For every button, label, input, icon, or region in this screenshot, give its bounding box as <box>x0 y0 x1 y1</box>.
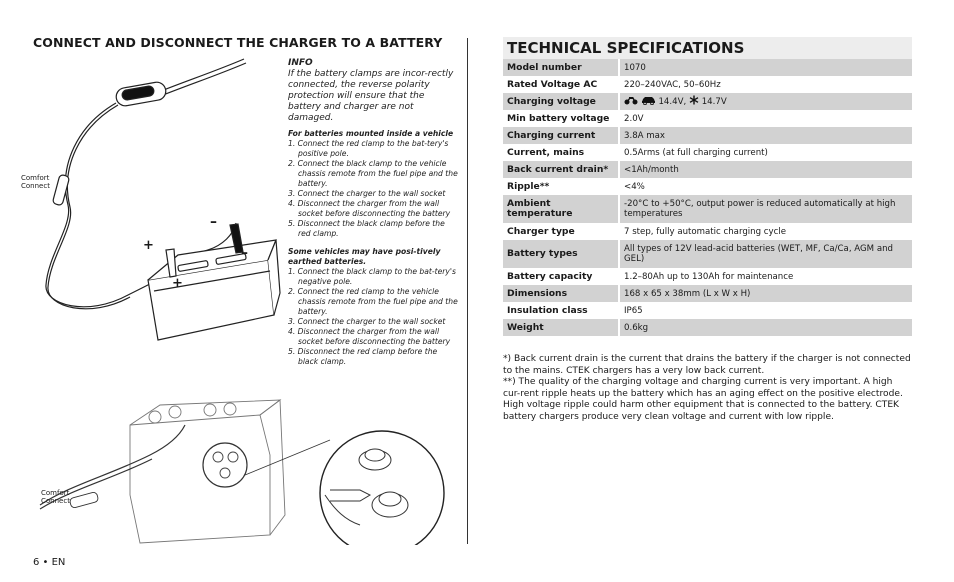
charging-voltage-value: 14.4V, 14.7V <box>620 93 912 110</box>
table-row <box>503 127 912 144</box>
spec-value: 168 x 65 x 38mm (L x W x H) <box>620 285 912 302</box>
section-heading: CONNECT AND DISCONNECT THE CHARGER TO A BATTERY <box>33 35 443 50</box>
eyelet-connection-illustration <box>30 395 450 545</box>
spec-key: Model number <box>503 59 620 76</box>
section2-title: Some vehicles may have posi-tively earthed batteries. <box>288 247 441 266</box>
instructions-column <box>288 58 458 367</box>
spec-value: 1070 <box>620 59 912 76</box>
footnote-back-current: *) Back current drain is the current that drains the battery if the charger is not connected to the mains. CTEK chargers has a very low back current. <box>503 354 911 376</box>
list-item: 3. Connect the charger to the wall socket <box>288 317 446 326</box>
info-text: If the battery clamps are incor-rectly connected, the reverse polarity protection will ensure that the battery and charger are not damaged. <box>288 69 454 123</box>
spec-value: 0.5Arms (at full charging current) <box>620 144 912 161</box>
table-row <box>503 302 912 319</box>
spec-key: Charging voltage <box>503 93 620 110</box>
list-item: 3. Connect the charger to the wall socket <box>288 189 446 198</box>
list-item: 1. Connect the red clamp to the bat-tery's positive pole. <box>288 139 449 158</box>
footnote-ripple: **) The quality of the charging voltage and charging current is very important. A high cur-rent ripple heats up the battery which has an aging effect on the positive electrode. High voltage ripple could harm other equipment that is connected to the battery. CTEK battery chargers produce very clean voltage and current with low ripple. <box>503 377 903 422</box>
column-divider <box>467 38 468 544</box>
table-row <box>503 223 912 240</box>
table-row <box>503 93 912 110</box>
snowflake-icon <box>689 95 699 108</box>
spec-value: 1.2–80Ah up to 130Ah for maintenance <box>620 268 912 285</box>
spec-key: Battery types <box>503 240 620 268</box>
spec-key: Charging current <box>503 127 620 144</box>
spec-value: <4% <box>620 178 912 195</box>
spec-key: Rated Voltage AC <box>503 76 620 93</box>
spec-title: TECHNICAL SPECIFICATIONS <box>507 39 745 57</box>
list-item: 4. Disconnect the charger from the wall socket before disconnecting the battery <box>288 199 451 218</box>
table-row <box>503 268 912 285</box>
info-label: INFO <box>288 58 313 68</box>
motorcycle-icon <box>624 96 638 108</box>
table-row <box>503 178 912 195</box>
spec-key: Ambient temperature <box>503 195 620 223</box>
table-row <box>503 285 912 302</box>
spec-value: 7 step, fully automatic charging cycle <box>620 223 912 240</box>
list-item: 2. Connect the black clamp to the vehicle chassis remote from the fuel pipe and the battery. <box>288 159 458 188</box>
table-row <box>503 59 912 76</box>
car-icon <box>641 96 656 108</box>
section2-steps <box>288 267 458 367</box>
comfort-connect-label-bottom: Comfort Connect <box>41 489 70 505</box>
charger-connection-illustration <box>18 55 288 365</box>
spec-value: All types of 12V lead-acid batteries (WET, MF, Ca/Ca, AGM and GEL) <box>620 240 912 268</box>
list-item: 2. Connect the red clamp to the vehicle chassis remote from the fuel pipe and the battery. <box>288 287 458 316</box>
table-row <box>503 240 912 268</box>
table-row <box>503 76 912 93</box>
table-row <box>503 110 912 127</box>
page-number: 6 • EN <box>33 557 66 568</box>
table-row <box>503 161 912 178</box>
list-item: 5. Disconnect the red clamp before the black clamp. <box>288 347 438 366</box>
spec-table <box>503 59 912 336</box>
spec-value: IP65 <box>620 302 912 319</box>
list-item: 1. Connect the black clamp to the bat-tery's negative pole. <box>288 267 456 286</box>
spec-value: 3.8A max <box>620 127 912 144</box>
footnotes <box>503 354 911 423</box>
spec-key: Dimensions <box>503 285 620 302</box>
spec-key: Back current drain* <box>503 161 620 178</box>
spec-value: -20°C to +50°C, output power is reduced automatically at high temperatures <box>620 195 912 223</box>
spec-value: 220–240VAC, 50–60Hz <box>620 76 912 93</box>
minus-terminal-label: – <box>241 245 248 261</box>
table-row <box>503 144 912 161</box>
list-item: 5. Disconnect the black clamp before the red clamp. <box>288 219 445 238</box>
spec-key: Insulation class <box>503 302 620 319</box>
minus-polarity-label: – <box>210 214 217 230</box>
section1-title: For batteries mounted inside a vehicle <box>288 129 454 138</box>
spec-value: 0.6kg <box>620 319 912 336</box>
spec-key: Ripple** <box>503 178 620 195</box>
plus-polarity-label: + <box>143 238 154 253</box>
spec-key: Weight <box>503 319 620 336</box>
spec-value: 2.0V <box>620 110 912 127</box>
spec-key: Min battery voltage <box>503 110 620 127</box>
section1-steps <box>288 139 458 239</box>
spec-key: Battery capacity <box>503 268 620 285</box>
spec-key: Charger type <box>503 223 620 240</box>
detail-circle-large <box>320 431 444 545</box>
list-item: 4. Disconnect the charger from the wall socket before disconnecting the battery <box>288 327 451 346</box>
spec-key: Current, mains <box>503 144 620 161</box>
table-row <box>503 319 912 336</box>
comfort-connect-label-top: Comfort Connect <box>21 174 50 190</box>
detail-circle-small <box>203 443 247 487</box>
plus-terminal-label: + <box>172 276 183 291</box>
table-row <box>503 195 912 223</box>
spec-value: <1Ah/month <box>620 161 912 178</box>
